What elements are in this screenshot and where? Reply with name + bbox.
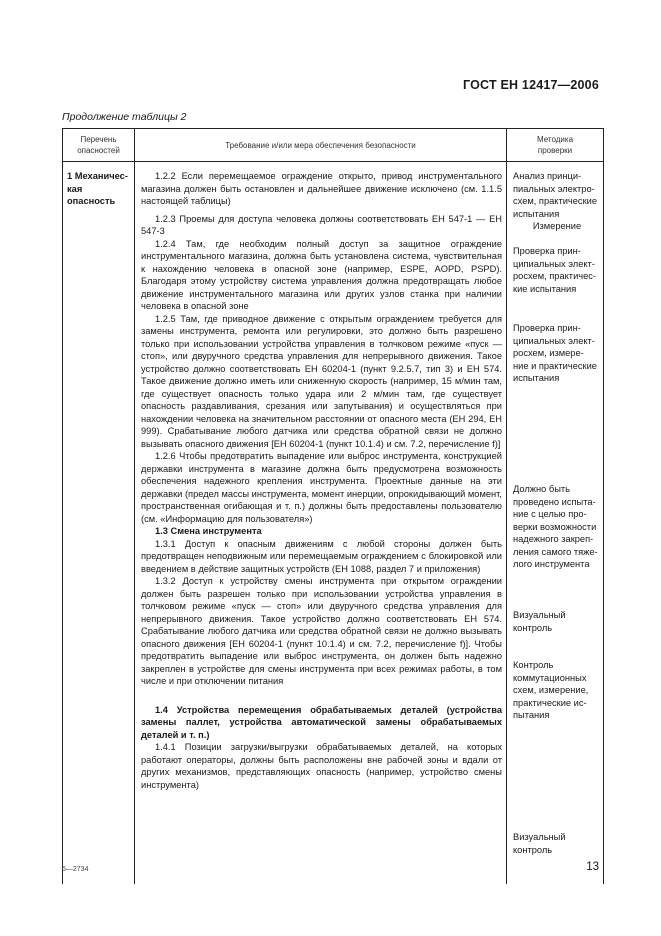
verification-line: проведено испыта- <box>513 496 596 507</box>
requirement-1-2-2: 1.2.2 Если перемещаемое ограждение открыто, привод инструментального магазина должен быть остановлен и дальнейшее движение исключено (см. 1.1.5 настоящей таблицы) <box>141 171 502 206</box>
requirements-text <box>135 170 506 791</box>
verification-line: надежного закреп- <box>513 534 594 544</box>
verification-item <box>513 245 601 295</box>
requirement-1-2-5: 1.2.5 Там, где приводное движение с открытым ограждением требуется для замены инструмента, ремонта или регулировки, это должно быть разрешено только при использовании устройства управления в толчковом режиме «пуск — стоп», или двуручного средства управления для непрерывного движения. Такое устройство должно соответствовать ЕН 60204-1 (пункт 9.2.5.7, тип 3) и ЕН 574. Такое движение должно иметь или сниженную скорость (например, 15 м/мин там, где существует опасность только удара или 2 м/мин там, где существует опасность раздавливания, срезания или запутывания) и осуществляться при нахождении человека на значительном расстоянии от опасного места (ЕН 294, ЕН 999). Срабатывание любого датчика или средства обратной связи не должно вызывать опасного движения [ЕН 60204-1 (пункт 10.1.4) и см. 7.2, перечисление f)] <box>141 313 502 449</box>
verification-line: Визуальный <box>513 610 566 620</box>
verification-item <box>513 170 601 220</box>
verification-line: Анализ принци- <box>513 171 582 181</box>
verification-line: практические ис- <box>513 697 587 708</box>
section-heading-1-4: 1.4 Устройства перемещения обрабатываемых деталей (устройства замены паллет, устройства автоматической замены обрабатываемых деталей и т. п.) <box>141 704 502 740</box>
verification-item <box>513 483 601 571</box>
hazard-category: 1 Механичес- кая опасность <box>67 171 128 206</box>
verification-line: ние и практические <box>513 360 597 371</box>
verification-line: пиальных электро- <box>513 183 595 194</box>
column-header-requirements: Требование и/или мера обеспечения безопасности <box>135 129 507 162</box>
standard-number: ГОСТ ЕН 12417—2006 <box>463 78 599 92</box>
requirement-1-4-1: 1.4.1 Позиции загрузки/выгрузки обрабатываемых деталей, на которых работают операторы, должны быть расположены вне рабочей зоны и вдали от других механизмов, представляющих опасность (например, устройство смены инструмента) <box>141 742 502 790</box>
verification-line: верки возможности <box>513 521 597 532</box>
verification-line: Визуальный <box>513 832 566 842</box>
verification-line: Контроль <box>513 660 554 670</box>
requirements-table <box>62 128 604 884</box>
hazard-cell <box>63 162 135 885</box>
verification-item <box>513 322 601 385</box>
verification-line: ние с целью про- <box>513 509 587 519</box>
column-header-hazards: Перечень опасностей <box>63 129 135 162</box>
table-header-row <box>63 129 604 162</box>
verification-line: кие испытания <box>513 283 577 294</box>
verification-line: росхем, измере- <box>513 348 584 358</box>
verification-line: контроль <box>513 844 553 855</box>
verification-line: ления самого тяже- <box>513 546 598 557</box>
column-header-verification: Методика проверки <box>507 129 604 162</box>
verification-line: испытания <box>513 373 560 383</box>
table-continuation-caption: Продолжение таблицы 2 <box>62 111 187 123</box>
section-heading-1-3: 1.3 Смена инструмента <box>155 526 262 536</box>
verification-line: росхем, практичес- <box>513 271 597 281</box>
verification-line: схем, измерение, <box>513 685 589 695</box>
verification-line: Проверка прин- <box>513 246 581 256</box>
verification-line: лого инструмента <box>513 559 590 569</box>
table-row <box>63 162 604 885</box>
requirement-1-2-6: 1.2.6 Чтобы предотвратить выпадение или выброс инструмента, конструкцией державки инструмента в магазине должна быть предусмотрена возможность обеспечения надежного крепления инструмента. Проектные данные на эти державки (предел массы инструмента, момент инерции, опрокидывающий момент, пространственная огибающая и т. п.) должны быть предоставлены пользователю (см. «Информацию для пользователя») <box>141 451 502 524</box>
requirement-1-3-1: 1.3.1 Доступ к опасным движениям с любой стороны должен быть предотвращен неподвижным или перемещаемым ограждением с блокировкой или введением в действие защитных устройств (ЕН 1088, раздел 7 и приложения) <box>141 538 502 574</box>
verification-line: Проверка прин- <box>513 323 581 333</box>
requirement-1-3-2: 1.3.2 Доступ к устройству смены инструмента при открытом ограждении должен быть разрешен только при использовании устройства управления в толчковом режиме «пуск — стоп» или двуручного средства управления для непрерывного движения. Такое устройство должно соответствовать ЕН 574. Срабатывание любого датчика или средства обратной связи не должно вызывать опасного движения [ЕН 60204-1 (пункт 10.1.4) и см. 7.2, перечисление f)]. Чтобы предотвратить выпадение или выброс инструмента, он должен быть надежно закреплен в устройстве для смены инструмента при всех режимах работы, в том числе и при отключении питания <box>141 576 502 686</box>
requirements-cell <box>135 162 507 885</box>
verification-item <box>513 659 601 722</box>
verification-item <box>513 831 601 856</box>
verification-item <box>513 609 601 634</box>
verification-line: контроль <box>513 622 553 633</box>
verification-line: испытания <box>513 208 560 219</box>
verification-line: Должно быть <box>513 484 571 494</box>
verification-line: ципиальных элект- <box>513 258 595 269</box>
verification-line: схем, практические <box>513 196 598 206</box>
verification-cell <box>507 162 604 885</box>
print-code: 5—2734 <box>62 866 89 873</box>
verification-item <box>513 220 601 233</box>
verification-line: Измерение <box>532 221 582 231</box>
requirement-1-2-3: 1.2.3 Проемы для доступа человека должны соответствовать ЕН 547-1 — ЕН 547-3 <box>141 213 502 236</box>
verification-line: пытания <box>513 710 550 720</box>
verification-line: ципиальных элект- <box>513 335 595 346</box>
page-number: 13 <box>586 861 599 873</box>
requirement-1-2-4: 1.2.4 Там, где необходим полный доступ за защитное ограждение инструментального магазина, должна быть установлена система, чувствительная к нахождению человека в опасной зоне (например, ESPE, AOPD, PSPD). Благодаря этому устройству система управления должна предотвращать любое движение инструментального магазина или других узлов станка при наличии человека в опасной зоне <box>141 238 502 311</box>
verification-line: коммутационных <box>513 672 587 683</box>
